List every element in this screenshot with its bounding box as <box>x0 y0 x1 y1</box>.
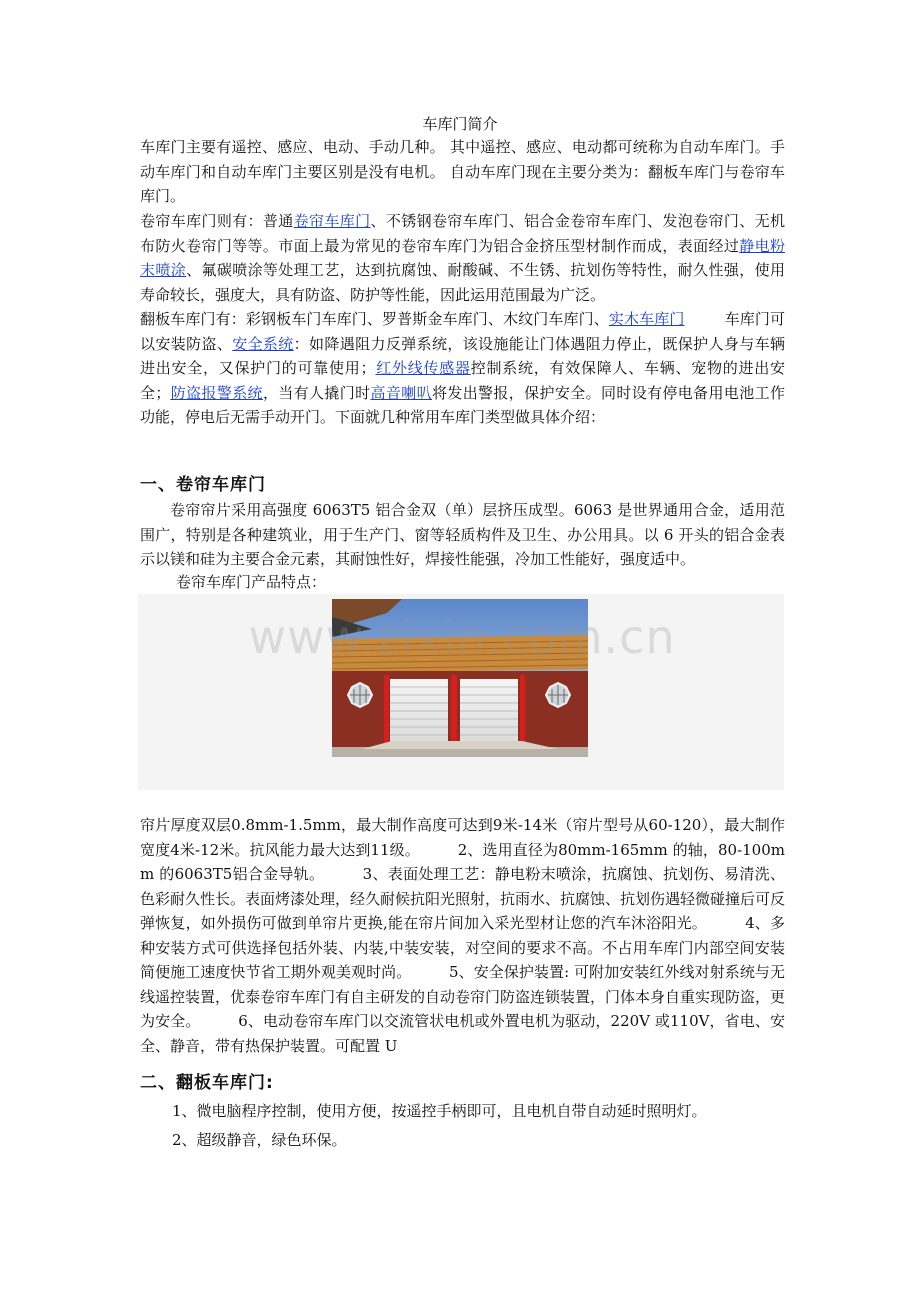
flip-feature-1: 1、微电脑程序控制，使用方便，按遥控手柄即可，且电机自带自动延时照明灯。 <box>172 1102 707 1120</box>
intro-paragraph-2 <box>140 209 785 307</box>
link-infrared-sensor[interactable]: 红外线传感器 <box>375 359 471 377</box>
intro-text: ：如降遇阻力反弹系统，该设施能让门体遇阻力停止，既保护人身与车辆进出安全，又保护门的可靠使用； <box>140 334 785 377</box>
intro-text: 、氟碳喷涂等处理工艺，达到抗腐蚀、耐酸碱、不生锈、抗划伤等特性，耐久性强，使用寿命较长，强度大，具有防盗、防护等性能，因此运用范围最为广泛。 <box>140 261 785 304</box>
intro-text: 将发出警报，保护安全。同时设有停电备用电池工作功能，停电后无需手动开门。下面就几种常用车库门类型做具体介绍： <box>140 383 785 426</box>
intro-text: 翻板车库门有：彩钢板车门车库门、罗普斯金车库门、木纹门车库门、 <box>140 310 609 328</box>
intro-text: 控制系统，有效保障人、车辆、宠物的进出安全； <box>140 359 785 402</box>
intro-paragraph-3 <box>140 307 785 430</box>
rolling-specs: 帘片厚度双层0.8mm-1.5mm，最大制作高度可达到9米-14米（帘片型号从60-120），最大制作宽度4米-12米。抗风能力最大达到11级。 2、选用直径为80mm-165mm 的轴，80-100mm 的6063T5铝合金导轨。 3、表面处理工艺：静电粉末喷涂，抗腐蚀、抗划伤、易清洗、色彩耐久性长。表面烤漆处理，经久耐候抗阳光照射，抗雨水、抗腐蚀、抗划伤遇轻微碰撞后可反弹恢复，如外损伤可做到单帘片更换,能在帘片间加入采光型材让您的汽车沐浴阳光。 4、多种安装方式可供选择包括外装、内装,中装安装，对空间的要求不高。不占用车库门内部空间安装简便施工速度快节省工期外观美观时尚。 5、安全保护装置: 可附加安装红外线对射系统与无线遥控装置，优泰卷帘车库门有自主研发的自动卷帘门防盗连锁装置，门体本身自重实现防盗，更为安全。 6、电动卷帘车库门以交流管状电机或外置电机为驱动，220V 或110V，省电、安全、静音，带有热保护装置。可配置 U <box>140 816 786 1055</box>
intro-text: 、不锈钢卷帘车库门、铝合金卷帘车库门、发泡卷帘门、无机布防火卷帘门等等。市面上最为常见的卷帘车库门为铝合金挤压型材制作而成，表面经过 <box>140 212 785 255</box>
link-solid-wood-door[interactable]: 实木车库门 <box>608 310 685 328</box>
section-heading-rolling: 一、卷帘车库门 <box>140 475 266 495</box>
link-loudspeaker[interactable]: 高音喇叭 <box>370 383 432 402</box>
page-title: 车库门简介 <box>422 115 498 133</box>
intro-text: 卷帘车库门则有：普通 <box>140 212 294 230</box>
flip-feature-2: 2、超级静音，绿色环保。 <box>172 1131 347 1149</box>
section-heading-flip: 二、翻板车库门: <box>140 1073 274 1093</box>
link-powder-coating[interactable]: 静电粉末喷涂 <box>140 236 785 279</box>
rolling-description: 卷帘帘片采用高强度 6063T5 铝合金双（单）层挤压成型。6063 是世界通用合金，适用范围广，特别是各种建筑业，用于生产门、窗等轻质构件及卫生、办公用具。以 6 开头的铝合金表示以镁和硅为主要合金元素，其耐蚀性好，焊接性能强，冷加工性能好，强度适中。 <box>140 501 785 568</box>
link-rolling-door[interactable]: 卷帘车库门 <box>293 212 371 230</box>
watermark-text: www.zixin.com.cn <box>248 610 676 664</box>
link-alarm-system[interactable]: 防盗报警系统 <box>170 383 263 402</box>
intro-paragraph-1: 车库门主要有遥控、感应、电动、手动几种。 其中遥控、感应、电动都可统称为自动车库门。手动车库门和自动车库门主要区别是没有电机。 自动车库门现在主要分类为：翻板车库门与卷帘车库门。 <box>140 138 785 205</box>
intro-text: 车库门可以安装防盗、 <box>140 310 785 353</box>
link-safety-system[interactable]: 安全系统 <box>232 334 294 353</box>
intro-text: ，当有人撬门时 <box>262 383 371 402</box>
features-label: 卷帘车库门产品特点： <box>176 573 327 591</box>
